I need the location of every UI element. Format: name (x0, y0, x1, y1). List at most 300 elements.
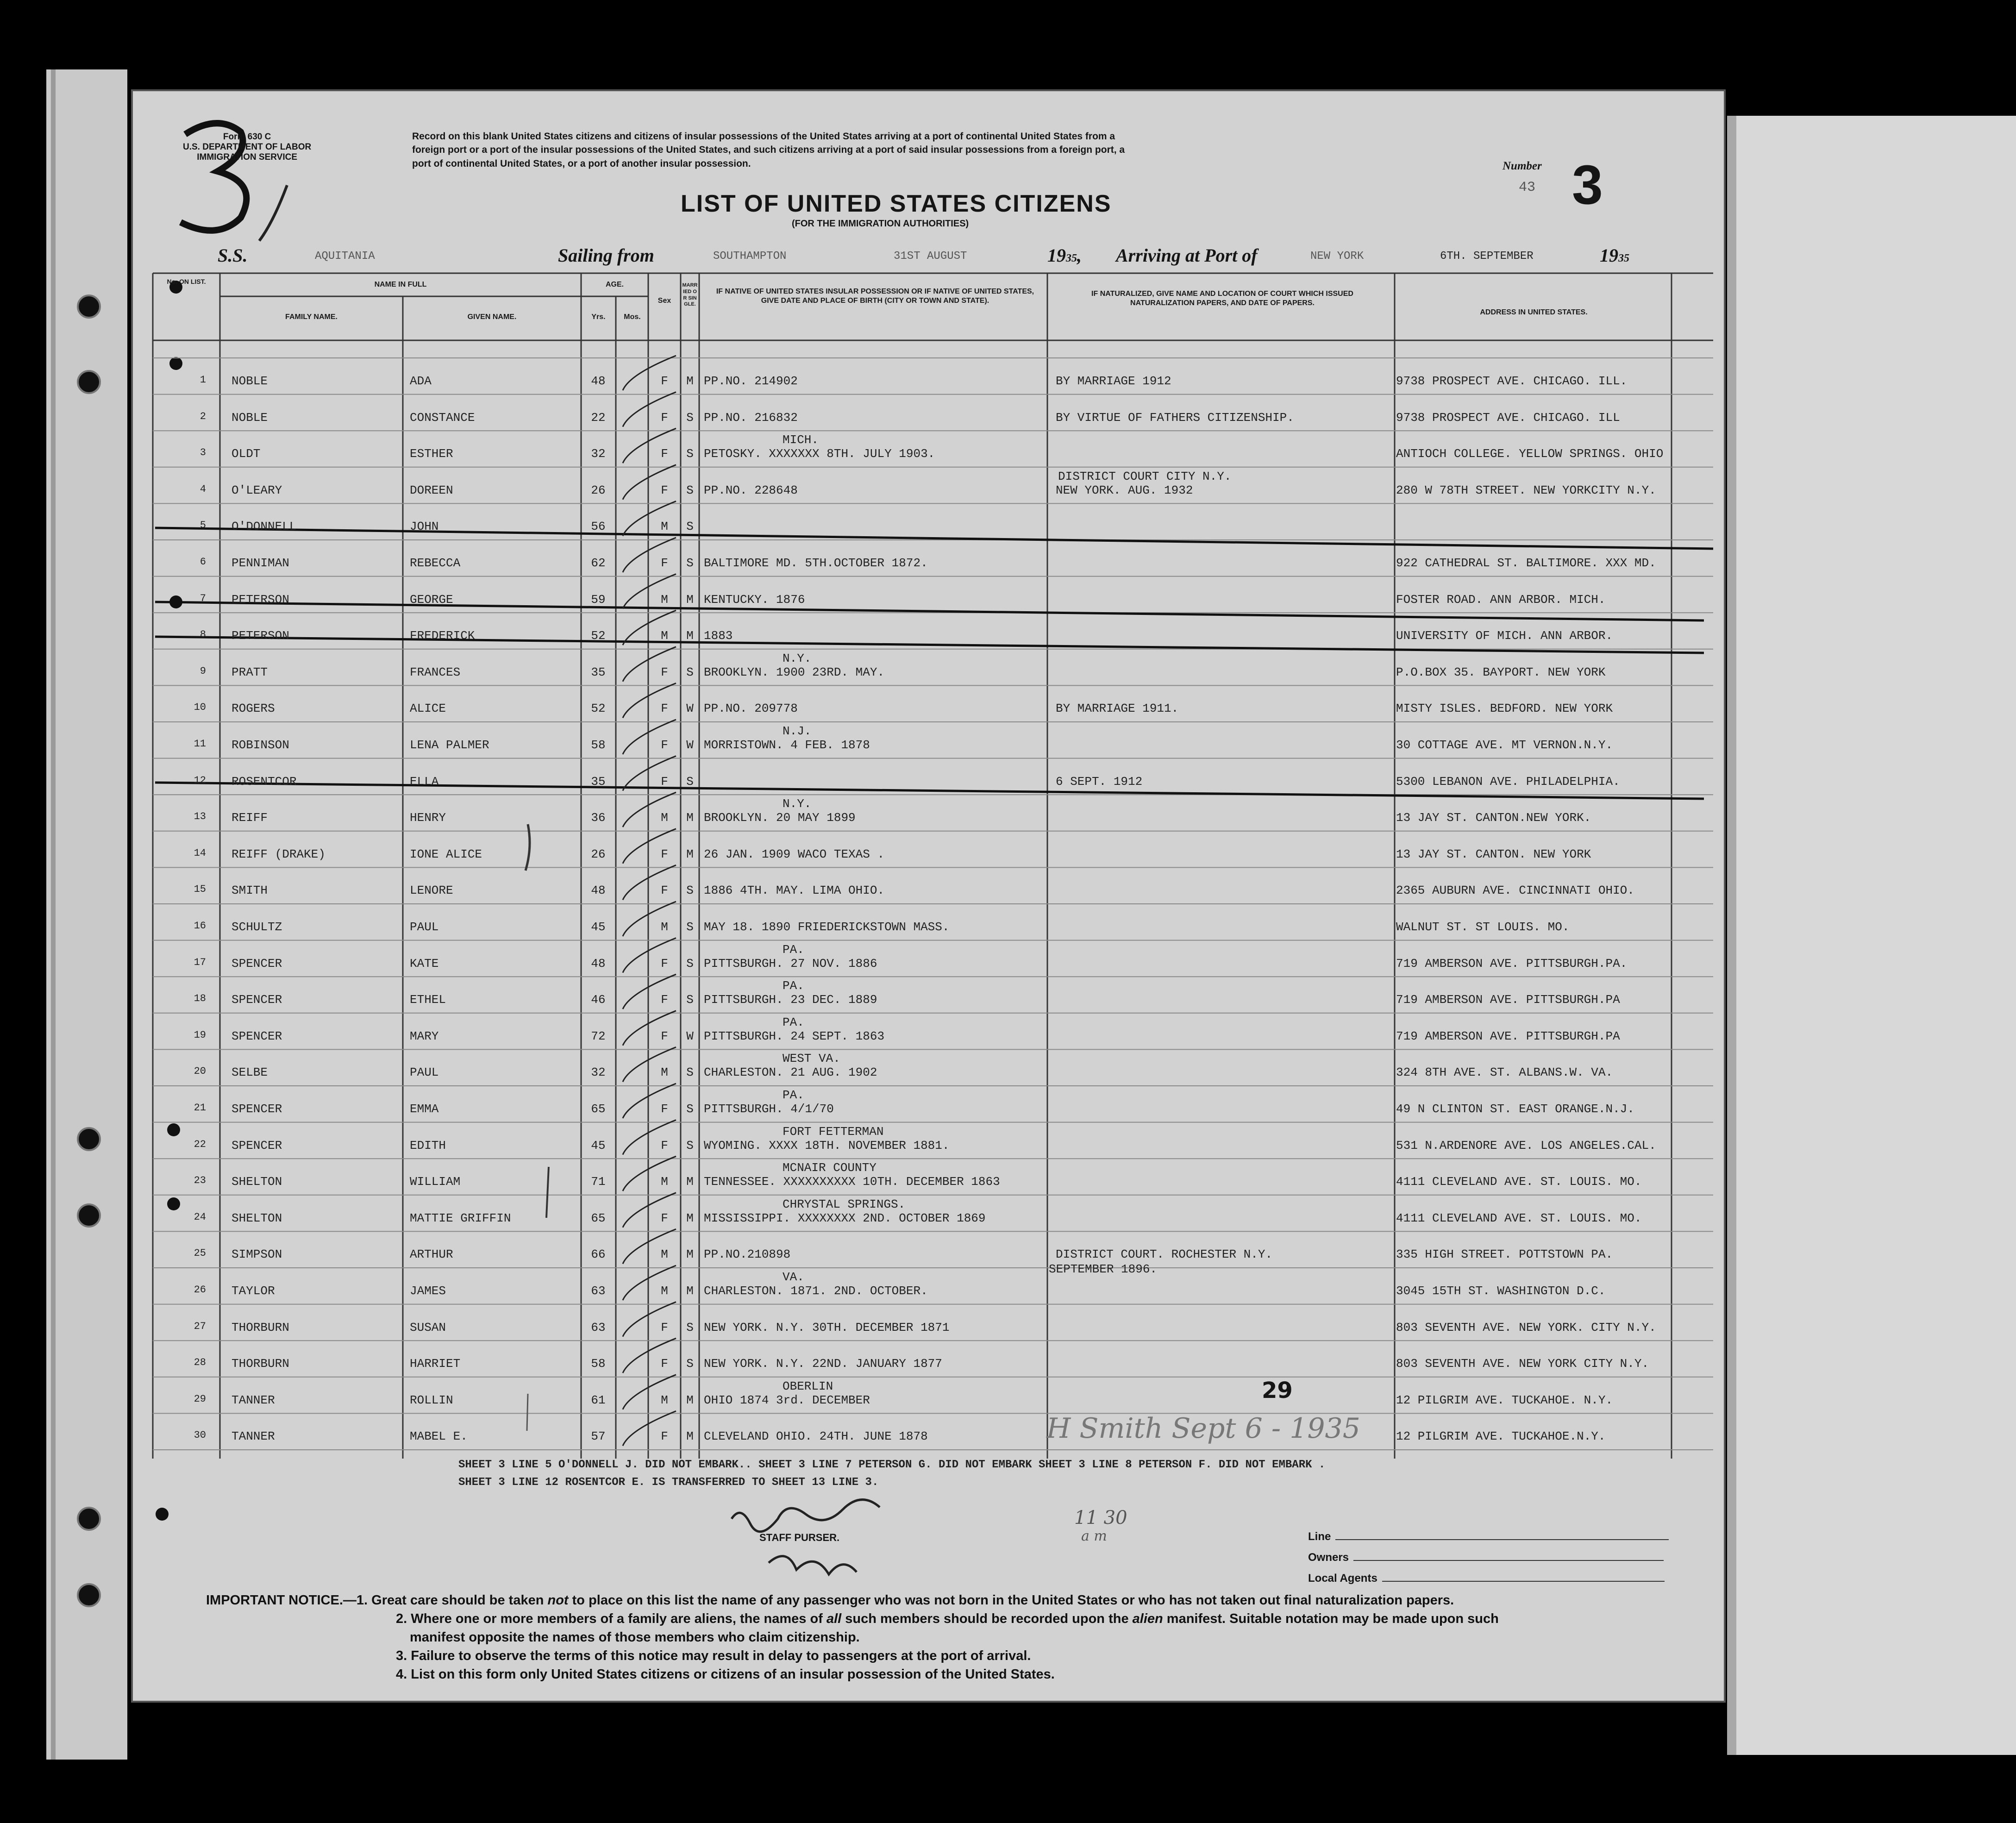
cell-given: MABEL E. (410, 1429, 468, 1444)
col-married: MARRIED OR SINGLE. (682, 282, 698, 307)
cell-birth: 1886 4TH. MAY. LIMA OHIO. (704, 883, 885, 898)
purser-signature-text (729, 1496, 822, 1514)
cell-yrs: 57 (591, 1429, 606, 1444)
line-label: Line (1308, 1530, 1669, 1543)
cell-addr: 12 PILGRIM AVE. TUCKAHOE.N.Y. (1396, 1429, 1606, 1444)
cell-no: 7 (200, 592, 206, 604)
cell-given: MARY (410, 1029, 439, 1043)
cell-birth: MAY 18. 1890 FRIEDERICKSTOWN MASS. (704, 920, 950, 934)
cell-ms: S (686, 1065, 694, 1080)
cell-addr: 719 AMBERSON AVE. PITTSBURGH.PA. (1396, 956, 1628, 971)
cell-addr: 2365 AUBURN AVE. CINCINNATI OHIO. (1396, 883, 1634, 898)
cell-family: SPENCER (232, 956, 282, 971)
cell-ms: S (686, 410, 694, 425)
cell-no: 29 (194, 1393, 206, 1405)
cell-given: ADA (410, 374, 432, 388)
cell-sex: F (661, 1357, 668, 1371)
cell-given: IONE ALICE (410, 847, 482, 861)
cell-ms: S (686, 993, 694, 1007)
cell-given: LENORE (410, 883, 453, 898)
cell-addr: FOSTER ROAD. ANN ARBOR. MICH. (1396, 592, 1606, 607)
col-family: FAMILY NAME. (285, 313, 338, 321)
cell-addr: MISTY ISLES. BEDFORD. NEW YORK (1396, 702, 1613, 716)
binder-hole (78, 1128, 100, 1150)
binder-hole (78, 295, 100, 318)
cell-addr: 719 AMBERSON AVE. PITTSBURGH.PA (1396, 993, 1620, 1007)
cell-yrs: 45 (591, 1138, 606, 1153)
cell-addr: 13 JAY ST. CANTON. NEW YORK (1396, 847, 1591, 861)
cell-no: 13 (194, 811, 206, 823)
cell-ms: S (686, 1357, 694, 1371)
initials (771, 1556, 807, 1577)
cell-yrs: 63 (591, 1320, 606, 1334)
cell-sex: F (661, 1102, 668, 1116)
cell-family: TANNER (232, 1393, 275, 1407)
time-note: 11 30 (1074, 1507, 1127, 1529)
cell-birth-state: OBERLIN (783, 1379, 833, 1393)
cell-yrs: 63 (591, 1284, 606, 1298)
page-title: LIST OF UNITED STATES CITIZENS (681, 190, 1112, 217)
cell-no: 19 (194, 1029, 206, 1041)
cell-yrs: 71 (591, 1175, 606, 1189)
cell-yrs: 52 (591, 702, 606, 716)
cell-ms: S (686, 556, 694, 570)
cell-sex: M (661, 520, 668, 534)
cell-yrs: 26 (591, 483, 606, 497)
cell-family: THORBURN (232, 1320, 289, 1334)
cell-sex: F (661, 374, 668, 388)
cell-sex: F (661, 447, 668, 461)
cell-birth-state: N.J. (783, 724, 812, 738)
cell-addr: 280 W 78TH STREET. NEW YORKCITY N.Y. (1396, 483, 1656, 497)
cell-given: CONSTANCE (410, 410, 475, 425)
cell-yrs: 48 (591, 374, 606, 388)
intro-text: Record on this blank United States citizens and citizens of insular possessions of the United States arriving at a port of continental United States from a foreign port or a port of the insular possessions of the United States, and such citizens arriving at a port of said insular possessions from a foreign port, a port of continental United States, or a port of another insular possession. (412, 131, 1125, 169)
cell-family: THORBURN (232, 1357, 289, 1371)
cell-ms: S (686, 447, 694, 461)
cell-ms: S (686, 665, 694, 679)
cell-birth-state: PA. (783, 1088, 804, 1102)
form-number: Form 630 C (223, 132, 271, 142)
cell-ms: M (686, 1284, 694, 1298)
cell-nat: DISTRICT COURT. ROCHESTER N.Y. (1056, 1247, 1273, 1262)
col-name-in-full: NAME IN FULL (374, 281, 427, 288)
sailing-from: SOUTHAMPTON (713, 250, 787, 263)
cell-no: 17 (194, 956, 206, 968)
cell-nat: BY MARRIAGE 1912 (1056, 374, 1171, 388)
cell-addr: 49 N CLINTON ST. EAST ORANGE.N.J. (1396, 1102, 1634, 1116)
cell-given: ROLLIN (410, 1393, 453, 1407)
cell-yrs: 52 (591, 629, 606, 643)
cell-sex: F (661, 883, 668, 898)
cell-given: ELLA (410, 774, 439, 789)
cell-ms: S (686, 920, 694, 934)
cell-addr: ANTIOCH COLLEGE. YELLOW SPRINGS. OHIO (1396, 447, 1664, 461)
cell-yrs: 72 (591, 1029, 606, 1043)
cell-sex: F (661, 483, 668, 497)
cell-sex: F (661, 956, 668, 971)
handwritten-signature: H Smith Sept 6 - 1935 (1046, 1412, 1360, 1445)
cell-no: 2 (200, 410, 206, 422)
cell-ms: W (686, 702, 694, 716)
sailing-year: 1935, (1047, 245, 1082, 266)
cell-sex: M (661, 629, 668, 643)
cell-ms: S (686, 483, 694, 497)
cell-birth: KENTUCKY. 1876 (704, 592, 805, 607)
cell-sex: F (661, 665, 668, 679)
cell-nat-court: DISTRICT COURT CITY N.Y. (1058, 469, 1232, 483)
cell-birth: OHIO 1874 3rd. DECEMBER (704, 1393, 870, 1407)
cell-given: KATE (410, 956, 439, 971)
cell-sex: F (661, 993, 668, 1007)
cell-family: NOBLE (232, 410, 268, 425)
cell-ms: W (686, 1029, 694, 1043)
cell-birth: BALTIMORE MD. 5TH.OCTOBER 1872. (704, 556, 928, 570)
arrival-date: 6TH. SEPTEMBER (1440, 250, 1534, 263)
service: IMMIGRATION SERVICE (197, 152, 298, 162)
cell-nat: BY MARRIAGE 1911. (1056, 702, 1179, 716)
cell-family: SHELTON (232, 1175, 282, 1189)
cell-no: 9 (200, 665, 206, 677)
cell-yrs: 65 (591, 1211, 606, 1225)
cell-addr: 803 SEVENTH AVE. NEW YORK. CITY N.Y. (1396, 1320, 1656, 1334)
col-no: No. ON LIST. (167, 278, 206, 285)
important-notice: IMPORTANT NOTICE.—1. Great care should be taken not to place on this list the name of any passenger who was not born in the United States or who has not taken out final naturalization papers. (206, 1593, 1454, 1608)
cell-yrs: 65 (591, 1102, 606, 1116)
cell-yrs: 35 (591, 774, 606, 789)
cell-birth-state: PA. (783, 979, 804, 993)
cell-addr: 5300 LEBANON AVE. PHILADELPHIA. (1396, 774, 1620, 789)
cell-birth-state: VA. (783, 1270, 804, 1284)
cell-given: EDITH (410, 1138, 446, 1153)
local-agents-label: Local Agents (1308, 1572, 1665, 1585)
sailing-label: Sailing from (558, 245, 654, 266)
cell-addr: 324 8TH AVE. ST. ALBANS.W. VA. (1396, 1065, 1613, 1080)
owners-label: Owners (1308, 1551, 1664, 1564)
corner-mark (181, 132, 209, 191)
cell-birth: PETOSKY. XXXXXXX 8TH. JULY 1903. (704, 447, 935, 461)
cell-no: 1 (200, 374, 206, 386)
cell-yrs: 62 (591, 556, 606, 570)
col-naturalized: IF NATURALIZED, GIVE NAME AND LOCATION OF COURT WHICH ISSUED NATURALIZATION PAPERS, AND DATE OF PAPERS. (1091, 290, 1353, 307)
cell-family: SIMPSON (232, 1247, 282, 1262)
notice-4: 4. List on this form only United States citizens or citizens of an insular possession of the United States. (396, 1667, 1055, 1682)
cell-birth-state: MICH. (783, 433, 819, 447)
cell-given: PAUL (410, 920, 439, 934)
cell-ms: M (686, 592, 694, 607)
cell-ms: M (686, 847, 694, 861)
cell-family: PENNIMAN (232, 556, 289, 570)
cell-birth-state: FORT FETTERMAN (783, 1124, 884, 1139)
cell-sex: F (661, 1138, 668, 1153)
cell-given: PAUL (410, 1065, 439, 1080)
cell-family: PETERSON (232, 592, 289, 607)
cell-birth: PITTSBURGH. 24 SEPT. 1863 (704, 1029, 885, 1043)
cell-no: 21 (194, 1102, 206, 1114)
cell-sex: M (661, 592, 668, 607)
cell-addr: 335 HIGH STREET. POTTSTOWN PA. (1396, 1247, 1613, 1262)
ss-label: S.S. (218, 245, 248, 266)
adjacent-page (1727, 116, 2016, 1755)
cell-addr: 4111 CLEVELAND AVE. ST. LOUIS. MO. (1396, 1211, 1642, 1225)
notice-heading: IMPORTANT NOTICE.— (206, 1593, 357, 1608)
cell-sex: F (661, 847, 668, 861)
notice-2-cont: manifest opposite the names of those members who claim citizenship. (410, 1630, 860, 1645)
cell-sex: F (661, 1320, 668, 1334)
cell-no: 15 (194, 883, 206, 896)
embark-note-2: SHEET 3 LINE 12 ROSENTCOR E. IS TRANSFERRED TO SHEET 13 LINE 3. (458, 1476, 879, 1489)
cell-no: 12 (194, 774, 206, 786)
cell-sex: F (661, 702, 668, 716)
cell-birth-state: WEST VA. (783, 1052, 840, 1066)
cell-family: REIFF (232, 811, 268, 825)
cell-yrs: 48 (591, 883, 606, 898)
cell-given: ALICE (410, 702, 446, 716)
department: U.S. DEPARTMENT OF LABOR (183, 142, 312, 152)
cell-sex: F (661, 1211, 668, 1225)
cell-given: HENRY (410, 811, 446, 825)
cell-given: ESTHER (410, 447, 453, 461)
cell-addr: 922 CATHEDRAL ST. BALTIMORE. XXX MD. (1396, 556, 1656, 570)
cell-yrs: 58 (591, 738, 606, 752)
cell-birth: PITTSBURGH. 4/1/70 (704, 1102, 834, 1116)
cell-addr: 3045 15TH ST. WASHINGTON D.C. (1396, 1284, 1606, 1298)
cell-no: 6 (200, 556, 206, 568)
cell-sex: F (661, 774, 668, 789)
cell-birth: BROOKLYN. 20 MAY 1899 (704, 811, 856, 825)
cell-sex: M (661, 811, 668, 825)
cell-no: 30 (194, 1429, 206, 1441)
cell-ms: M (686, 1247, 694, 1262)
cell-ms: W (686, 738, 694, 752)
col-address: ADDRESS IN UNITED STATES. (1480, 308, 1588, 316)
cell-family: SPENCER (232, 1138, 282, 1153)
cell-addr: 4111 CLEVELAND AVE. ST. LOUIS. MO. (1396, 1175, 1642, 1189)
cell-birth: 26 JAN. 1909 WACO TEXAS . (704, 847, 885, 861)
cell-family: REIFF (DRAKE) (232, 847, 326, 861)
handwritten-29: 29 (1262, 1378, 1293, 1403)
cell-given: GEORGE (410, 592, 453, 607)
binder-hole (78, 1508, 100, 1530)
cell-birth: PP.NO. 228648 (704, 483, 798, 497)
cell-given: REBECCA (410, 556, 461, 570)
cell-addr: 9738 PROSPECT AVE. CHICAGO. ILL (1396, 410, 1620, 425)
cell-birth: WYOMING. XXXX 18TH. NOVEMBER 1881. (704, 1138, 950, 1153)
cell-ms: M (686, 629, 694, 643)
sailing-date: 31ST AUGUST (894, 250, 967, 263)
staff-purser-label: STAFF PURSER. (759, 1532, 840, 1543)
cell-addr: 719 AMBERSON AVE. PITTSBURGH.PA (1396, 1029, 1620, 1043)
cell-birth-state: CHRYSTAL SPRINGS. (783, 1197, 906, 1211)
cell-sex: M (661, 1065, 668, 1080)
cell-sex: M (661, 1175, 668, 1189)
cell-sex: M (661, 1247, 668, 1262)
cell-addr: P.O.BOX 35. BAYPORT. NEW YORK (1396, 665, 1606, 679)
binder-hole (78, 1584, 100, 1606)
cell-birth: PITTSBURGH. 23 DEC. 1889 (704, 993, 877, 1007)
cell-ms: M (686, 811, 694, 825)
cell-yrs: 45 (591, 920, 606, 934)
cell-family: SPENCER (232, 993, 282, 1007)
cell-nat-date: SEPTEMBER 1896. (1049, 1262, 1158, 1277)
cell-yrs: 66 (591, 1247, 606, 1262)
cell-family: NOBLE (232, 374, 268, 388)
cell-birth: BROOKLYN. 1900 23RD. MAY. (704, 665, 885, 679)
cell-family: ROGERS (232, 702, 275, 716)
cell-yrs: 26 (591, 847, 606, 861)
cell-birth-state: PA. (783, 1015, 804, 1029)
cell-no: 4 (200, 483, 206, 495)
cell-yrs: 59 (591, 592, 606, 607)
arriving-label: Arriving at Port of (1116, 245, 1258, 266)
cell-ms: M (686, 1175, 694, 1189)
cell-sex: F (661, 410, 668, 425)
cell-birth: MORRISTOWN. 4 FEB. 1878 (704, 738, 870, 752)
cell-family: TANNER (232, 1429, 275, 1444)
cell-addr: 30 COTTAGE AVE. MT VERNON.N.Y. (1396, 738, 1613, 752)
cell-birth: 1883 (704, 629, 733, 643)
cell-no: 16 (194, 920, 206, 932)
cell-nat: BY VIRTUE OF FATHERS CITIZENSHIP. (1056, 410, 1294, 425)
cell-addr: 9738 PROSPECT AVE. CHICAGO. ILL. (1396, 374, 1628, 388)
cell-family: SMITH (232, 883, 268, 898)
cell-no: 26 (194, 1284, 206, 1296)
cell-given: MATTIE GRIFFIN (410, 1211, 511, 1225)
cell-no: 3 (200, 447, 206, 459)
cell-ms: S (686, 520, 694, 534)
cell-yrs: 56 (591, 520, 606, 534)
cell-given: WILLIAM (410, 1175, 461, 1189)
cell-yrs: 35 (591, 665, 606, 679)
cell-no: 11 (194, 738, 206, 750)
cell-family: SPENCER (232, 1102, 282, 1116)
cell-no: 28 (194, 1357, 206, 1369)
cell-family: SPENCER (232, 1029, 282, 1043)
cell-birth: CLEVELAND OHIO. 24TH. JUNE 1878 (704, 1429, 928, 1444)
number-label: Number (1503, 160, 1542, 172)
cell-no: 25 (194, 1247, 206, 1259)
cell-birth: TENNESSEE. XXXXXXXXXX 10TH. DECEMBER 1863 (704, 1175, 1000, 1189)
cell-family: PRATT (232, 665, 268, 679)
cell-family: O'LEARY (232, 483, 282, 497)
cell-no: 10 (194, 702, 206, 714)
cell-yrs: 48 (591, 956, 606, 971)
cell-addr: 803 SEVENTH AVE. NEW YORK CITY N.Y. (1396, 1357, 1649, 1371)
cell-birth: PP.NO. 214902 (704, 374, 798, 388)
cell-no: 8 (200, 629, 206, 641)
cell-ms: S (686, 1102, 694, 1116)
cell-ms: S (686, 1138, 694, 1153)
cell-nat: 6 SEPT. 1912 (1056, 774, 1143, 789)
cell-addr: WALNUT ST. ST LOUIS. MO. (1396, 920, 1570, 934)
binder-hole (78, 1204, 100, 1227)
cell-birth-state: PA. (783, 942, 804, 957)
cell-yrs: 46 (591, 993, 606, 1007)
cell-family: OLDT (232, 447, 261, 461)
cell-given: JAMES (410, 1284, 446, 1298)
cell-given: FRANCES (410, 665, 461, 679)
list-number: 3 (1572, 154, 1603, 216)
page-subtitle: (FOR THE IMMIGRATION AUTHORITIES) (792, 219, 969, 229)
col-given: GIVEN NAME. (467, 313, 517, 321)
notice-2: 2. Where one or more members of a family are aliens, the names of all such members should be recorded upon the alien manifest. Suitable notation may be made upon such (396, 1611, 1499, 1626)
cell-birth: CHARLESTON. 21 AUG. 1902 (704, 1065, 877, 1080)
cell-given: ARTHUR (410, 1247, 453, 1262)
cell-no: 18 (194, 993, 206, 1005)
cell-ms: S (686, 1320, 694, 1334)
notice-3: 3. Failure to observe the terms of this notice may result in delay to passengers at the port of arrival. (396, 1648, 1031, 1663)
cell-birth: PP.NO. 209778 (704, 702, 798, 716)
cell-birth-state: N.Y. (783, 651, 812, 665)
cell-ms: S (686, 956, 694, 971)
cell-sex: F (661, 1429, 668, 1444)
cell-no: 14 (194, 847, 206, 859)
cell-given: DOREEN (410, 483, 453, 497)
cell-yrs: 32 (591, 447, 606, 461)
col-sex: Sex (657, 297, 671, 305)
cell-given: EMMA (410, 1102, 439, 1116)
cell-birth-state: MCNAIR COUNTY (783, 1161, 877, 1175)
cell-given: SUSAN (410, 1320, 446, 1334)
cell-ms: S (686, 774, 694, 789)
binder-hole (78, 371, 100, 393)
col-birth: IF NATIVE OF UNITED STATES INSULAR POSSESSION OR IF NATIVE OF UNITED STATES, GIVE DATE AND PLACE OF BIRTH (CITY OR TOWN AND STATE). (716, 288, 1034, 305)
cell-family: ROBINSON (232, 738, 289, 752)
cell-sex: M (661, 1393, 668, 1407)
cell-family: SHELTON (232, 1211, 282, 1225)
cell-yrs: 61 (591, 1393, 606, 1407)
arrival-port: NEW YORK (1310, 250, 1364, 263)
cell-no: 27 (194, 1320, 206, 1332)
cell-birth: MISSISSIPPI. XXXXXXXX 2ND. OCTOBER 1869 (704, 1211, 986, 1225)
cell-ms: M (686, 1211, 694, 1225)
cell-family: ROSENTCOR (232, 774, 297, 789)
cell-no: 23 (194, 1175, 206, 1187)
cell-ms: M (686, 1429, 694, 1444)
cell-no: 22 (194, 1138, 206, 1150)
cell-birth: PP.NO. 216832 (704, 410, 798, 425)
cell-no: 20 (194, 1065, 206, 1078)
cell-given: FREDERICK (410, 629, 475, 643)
binder-strip (46, 69, 127, 1760)
cell-sex: F (661, 556, 668, 570)
time-am: a m (1081, 1528, 1107, 1544)
cell-given: ETHEL (410, 993, 446, 1007)
cell-yrs: 36 (591, 811, 606, 825)
cell-ms: M (686, 374, 694, 388)
arrival-year: 1935 (1600, 245, 1629, 266)
cell-birth: PITTSBURGH. 27 NOV. 1886 (704, 956, 877, 971)
cell-no: 5 (200, 520, 206, 532)
embark-note-1: SHEET 3 LINE 5 O'DONNELL J. DID NOT EMBARK.. SHEET 3 LINE 7 PETERSON G. DID NOT EMBARK SHEET 3 LINE 8 PETERSON F. DID NOT EMBARK . (458, 1459, 1326, 1471)
col-mos: Mos. (624, 313, 641, 321)
cell-yrs: 22 (591, 410, 606, 425)
cell-sex: M (661, 1284, 668, 1298)
cell-family: PETERSON (232, 629, 289, 643)
cell-addr: 531 N.ARDENORE AVE. LOS ANGELES.CAL. (1396, 1138, 1656, 1153)
cell-addr: UNIVERSITY OF MICH. ANN ARBOR. (1396, 629, 1613, 643)
cell-family: O'DONNELL (232, 520, 297, 534)
cell-sex: M (661, 920, 668, 934)
cell-birth-state: N.Y. (783, 797, 812, 811)
cell-yrs: 58 (591, 1357, 606, 1371)
cell-ms: S (686, 883, 694, 898)
cell-nat: NEW YORK. AUG. 1932 (1056, 483, 1193, 497)
cell-ms: M (686, 1393, 694, 1407)
cell-birth: PP.NO.210898 (704, 1247, 791, 1262)
cell-birth: CHARLESTON. 1871. 2ND. OCTOBER. (704, 1284, 928, 1298)
cell-addr: 12 PILGRIM AVE. TUCKAHOE. N.Y. (1396, 1393, 1613, 1407)
